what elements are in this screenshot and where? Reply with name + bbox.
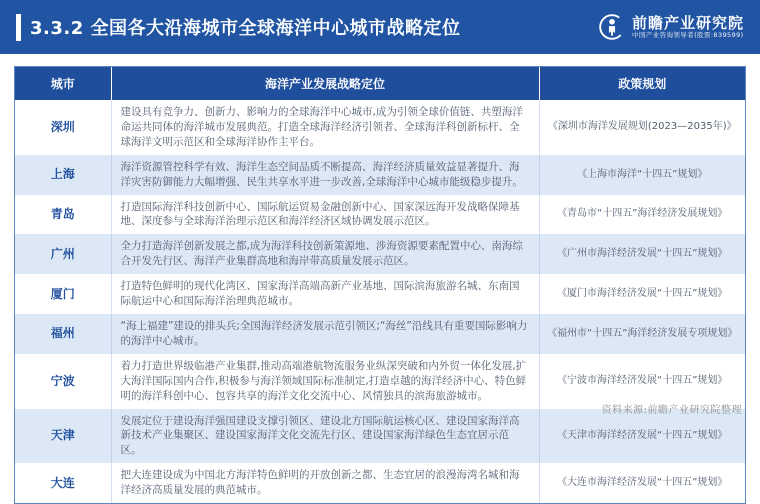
brand-logo [598,13,744,41]
header-policy: 政策规划 [539,67,745,100]
strategy-table [14,66,746,504]
policy-cell: 《大连市海洋经济发展“十四五”规划》 [539,463,745,503]
header-positioning: 海洋产业发展战略定位 [111,67,539,100]
city-cell: 上海 [50,167,75,182]
policy-cell: 《宁波市海洋经济发展“十四五”规划》 [539,354,745,409]
city-cell: 大连 [50,475,75,490]
positioning-cell: 把大连建设成为中国北方海洋特色鲜明的开放创新之都、生态宜居的浪漫海湾名城和海洋经济高质量发展的典范城市。 [111,463,539,503]
city-cell: 厦门 [50,286,75,301]
policy-cell: 《福州市“十四五”海洋经济发展专项规划》 [539,314,745,354]
policy-cell: 《上海市海洋“十四五”规划》 [539,155,745,195]
positioning-cell: 打造国际海洋科技创新中心、国际航运贸易金融创新中心、国家深远海开发战略保障基地、深度参与全球海洋治理示范区和海洋经济区域协调发展示范区。 [111,195,539,235]
city-cell: 宁波 [50,373,75,388]
city-cell: 广州 [50,246,75,261]
positioning-cell: 打造特色鲜明的现代化湾区、国家海洋高端高新产业基地、国际滨海旅游名城、东南国际航运中心和国际海洋治理典范城市。 [111,274,539,314]
table-row [15,314,745,354]
positioning-cell: “海上福建”建设的排头兵;全国海洋经济发展示范引领区;“海丝”沿线具有重要国际影响力的海洋中心城市。 [111,314,539,354]
positioning-cell: 着力打造世界级临港产业集群,推动高端港航物流服务业纵深突破和内外贸一体化发展,扩大海洋国际国内合作,积极参与海洋领域国际标准制定,打造卓越的海洋经济中心、特色鲜明的海洋科创中心、包容共享的海洋文化交流中心、风情独具的滨海旅游城市。 [111,354,539,409]
policy-cell: 《青岛市“十四五”海洋经济发展规划》 [539,195,745,235]
positioning-cell: 建设具有竞争力、创新力、影响力的全球海洋中心城市,成为引领全球价值链、共塑海洋命运共同体的海洋城市发展典范。打造全球海洋经济引领者、全球海洋科创新标杆、全球海洋文明示范区和全球海洋协作主平台。 [111,100,539,155]
page-title: 3.3.2 全国各大沿海城市全球海洋中心城市战略定位 [30,18,461,39]
title-accent-bar [16,14,21,41]
header-city: 城市 [15,67,111,100]
policy-cell: 《厦门市海洋经济发展“十四五”规划》 [539,274,745,314]
positioning-cell: 海洋资源管控科学有效、海洋生态空间品质不断提高、海洋经济质量效益显著提升、海洋灾害防御能力大幅增强、民生共享水平进一步改善,全球海洋中心城市能级稳步提升。 [111,155,539,195]
qianzhan-figure-icon [598,13,626,41]
brand-tagline: 中国产业咨询领导者(股票:839599) [631,30,744,39]
table-row [15,195,745,235]
positioning-cell: 全力打造海洋创新发展之都,成为海洋科技创新策源地、涉海资源要素配置中心、南海综合开发先行区、海洋产业集群高地和海岸带高质量发展示范区。 [111,234,539,274]
table-row [15,463,745,503]
policy-cell: 《天津市海洋经济发展“十四五”规划》 [539,409,745,464]
table-row [15,274,745,314]
table-row [15,409,745,464]
table-header-row [15,67,745,100]
city-cell: 深圳 [50,119,75,134]
city-cell: 青岛 [50,206,75,221]
table-row [15,100,745,155]
city-cell: 天津 [50,428,75,443]
title-banner [0,0,760,54]
table-row [15,155,745,195]
policy-cell: 《深圳市海洋发展规划(2023—2035年)》 [539,100,745,155]
city-cell: 福州 [50,326,75,341]
policy-cell: 《广州市海洋经济发展“十四五”规划》 [539,234,745,274]
positioning-cell: 发展定位于建设海洋强国建设支撑引领区、建设北方国际航运核心区、建设国家海洋高新技术产业集聚区、建设国家海洋文化交流先行区、建设国家海洋绿色生态宜居示范区。 [111,409,539,464]
table-row [15,234,745,274]
brand-name: 前瞻产业研究院 [631,14,744,33]
source-note: 资料来源:前瞻产业研究院整理 [601,405,742,416]
